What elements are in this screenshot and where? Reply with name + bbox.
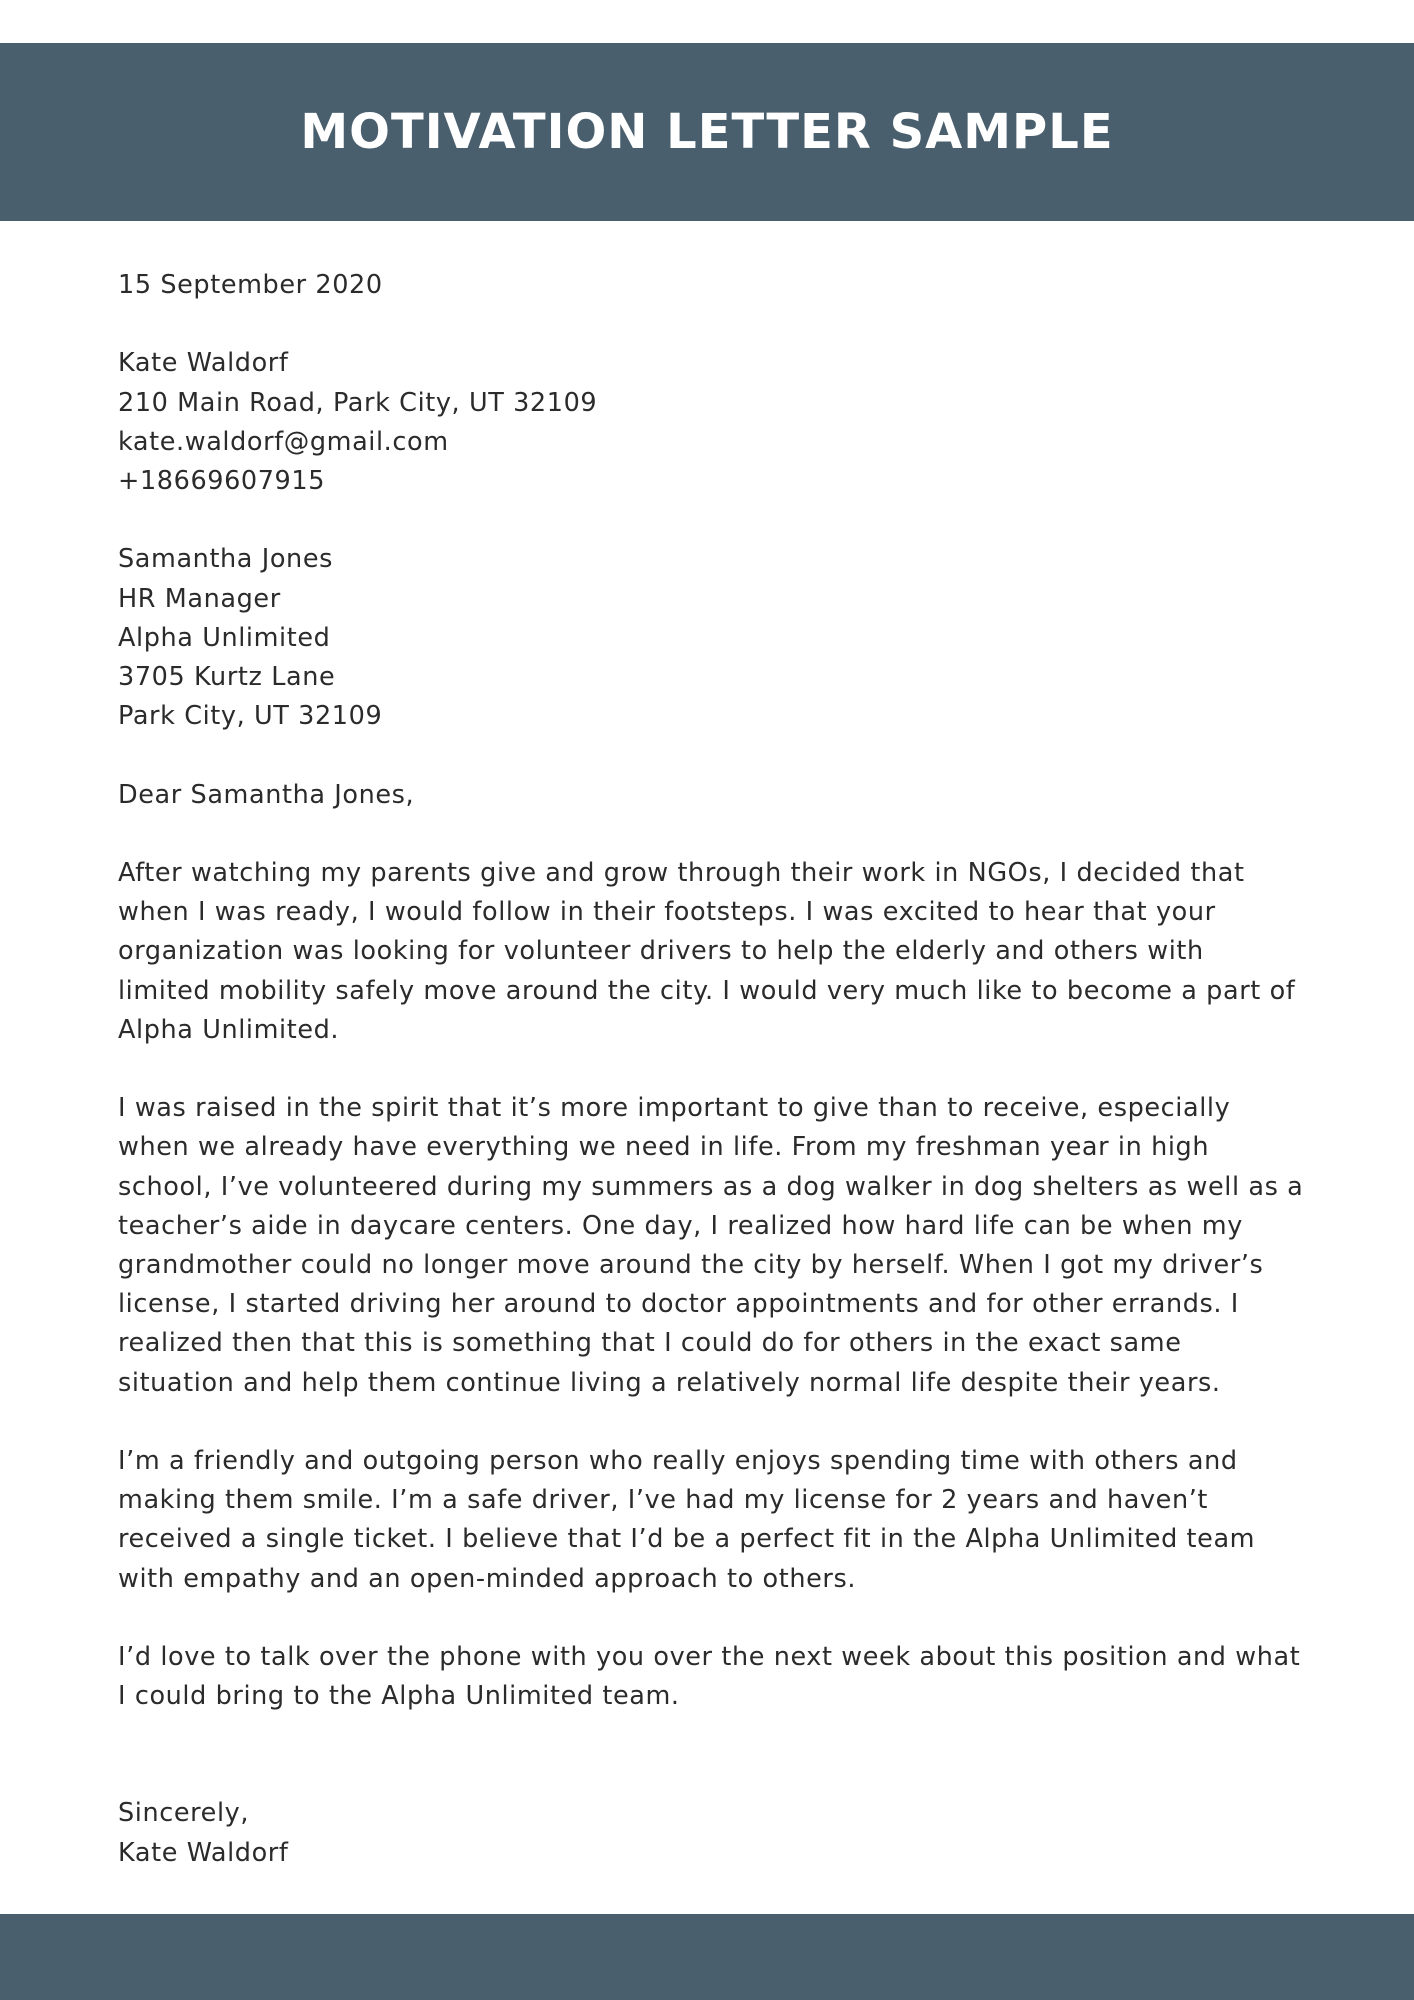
recipient-name: Samantha Jones [118, 544, 333, 575]
sender-block [118, 344, 1308, 501]
paragraph-line: I was raised in the spirit that it’s more important to give than to receive, especially [118, 1093, 1231, 1124]
paragraph-line: After watching my parents give and grow through their work in NGOs, I decided that [118, 857, 1245, 888]
paragraph-2 [118, 1089, 1308, 1403]
paragraph-line: situation and help them continue living a relatively normal life despite their years. [118, 1367, 1221, 1398]
recipient-city: Park City, UT 32109 [118, 701, 383, 732]
recipient-company: Alpha Unlimited [118, 622, 331, 653]
salutation [118, 776, 1308, 815]
paragraph-line: making them smile. I’m a safe driver, I’ve had my license for 2 years and haven’t [118, 1485, 1209, 1516]
paragraph-line: with empathy and an open-minded approach to others. [118, 1563, 857, 1594]
paragraph-line: organization was looking for volunteer drivers to help the elderly and others with [118, 936, 1204, 967]
closing-block [118, 1794, 1308, 1872]
recipient-title: HR Manager [118, 583, 281, 614]
paragraph-line: received a single ticket. I believe that I’d be a perfect fit in the Alpha Unlimited team [118, 1524, 1256, 1555]
paragraph-line: grandmother could no longer move around the city by herself. When I got my driver’s [118, 1250, 1264, 1280]
paragraph-line: when I was ready, I would follow in their footsteps. I was excited to hear that your [118, 897, 1216, 928]
paragraph-line: when we already have everything we need in life. From my freshman year in high [118, 1132, 1210, 1163]
letter-body [118, 266, 1308, 1873]
paragraph-line: I’m a friendly and outgoing person who really enjoys spending time with others and [118, 1446, 1238, 1476]
letter-date [118, 266, 1308, 305]
paragraph-3 [118, 1442, 1308, 1599]
paragraph-line: Alpha Unlimited. [118, 1014, 340, 1045]
page-title: MOTIVATION LETTER SAMPLE [300, 104, 1114, 160]
footer-band [0, 1914, 1414, 2000]
recipient-block [118, 540, 1308, 736]
signature-name: Kate Waldorf [118, 1837, 289, 1868]
sender-name: Kate Waldorf [118, 348, 289, 379]
paragraph-line: I could bring to the Alpha Unlimited team. [118, 1681, 680, 1712]
sender-phone: +18669607915 [118, 466, 326, 496]
paragraph-1 [118, 854, 1308, 1050]
date-text: 15 September 2020 [118, 270, 383, 300]
paragraph-line: limited mobility safely move around the city. I would very much like to become a part of [118, 975, 1296, 1006]
paragraph-4 [118, 1638, 1308, 1716]
paragraph-line: teacher’s aide in daycare centers. One day, I realized how hard life can be when my [118, 1210, 1243, 1241]
salutation-text: Dear Samantha Jones, [118, 779, 415, 810]
sender-address: 210 Main Road, Park City, UT 32109 [118, 387, 598, 418]
header-band [0, 43, 1414, 221]
paragraph-line: realized then that this is something that I could do for others in the exact same [118, 1328, 1182, 1359]
closing-text: Sincerely, [118, 1798, 250, 1829]
sender-email: kate.waldorf@gmail.com [118, 426, 449, 457]
paragraph-line: I’d love to talk over the phone with you over the next week about this position and what [118, 1642, 1301, 1672]
paragraph-line: school, I’ve volunteered during my summers as a dog walker in dog shelters as well as a [118, 1171, 1304, 1202]
recipient-street: 3705 Kurtz Lane [118, 662, 336, 692]
paragraph-line: license, I started driving her around to doctor appointments and for other errands. I [118, 1289, 1239, 1320]
